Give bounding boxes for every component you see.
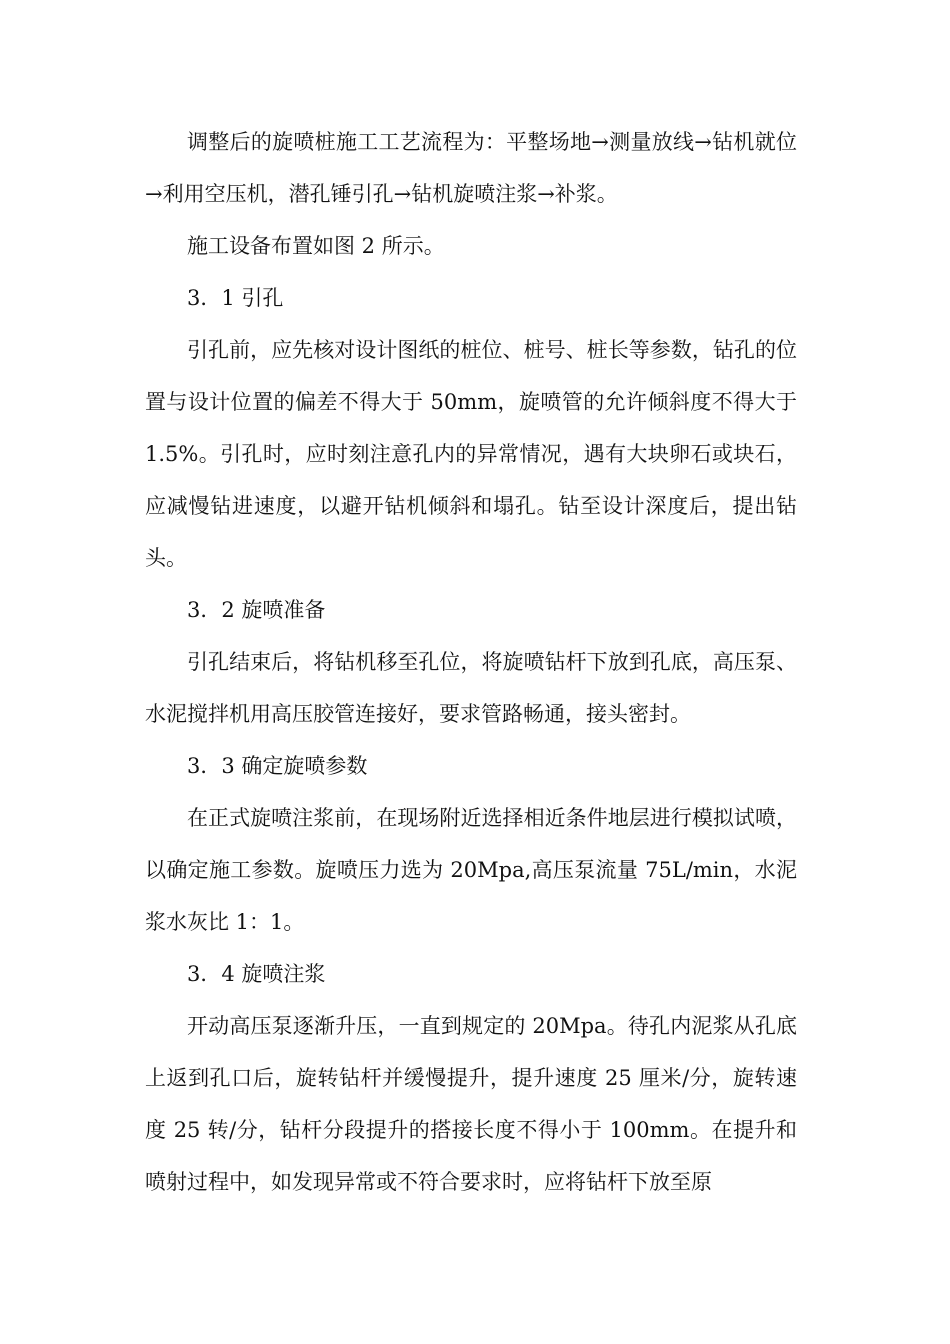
- section-heading-3-2: 3．2 旋喷准备: [187, 598, 326, 622]
- paragraph-jet-parameters: 在正式旋喷注浆前，在现场附近选择相近条件地层进行模拟试喷，以确定施工参数。旋喷压力选为 20Mpa,高压泵流量 75L/min，水泥浆水灰比 1：1。: [145, 806, 797, 934]
- document-body: [145, 116, 797, 1208]
- paragraph-jet-preparation: 引孔结束后，将钻机移至孔位，将旋喷钻杆下放到孔底，高压泵、水泥搅拌机用高压胶管连接好，要求管路畅通，接头密封。: [145, 650, 797, 726]
- paragraph-pilot-hole: 引孔前，应先核对设计图纸的桩位、桩号、桩长等参数，钻孔的位置与设计位置的偏差不得大于 50mm，旋喷管的允许倾斜度不得大于 1.5%。引孔时，应时刻注意孔内的异常情况，遇有大块卵石或块石，应减慢钻进速度，以避开钻机倾斜和塌孔。钻至设计深度后，提出钻头。: [145, 338, 797, 570]
- paragraph-process-flow: 调整后的旋喷桩施工工艺流程为：平整场地→测量放线→钻机就位→利用空压机，潜孔锤引孔→钻机旋喷注浆→补浆。: [145, 130, 797, 206]
- section-heading-3-3: 3．3 确定旋喷参数: [187, 754, 368, 778]
- paragraph-jet-grouting: 开动高压泵逐渐升压，一直到规定的 20Mpa。待孔内泥浆从孔底上返到孔口后，旋转钻杆并缓慢提升，提升速度 25 厘米/分，旋转速度 25 转/分，钻杆分段提升的搭接长度不得小于 100mm。在提升和喷射过程中，如发现异常或不符合要求时，应将钻杆下放至原: [145, 1014, 797, 1194]
- section-heading-3-1: 3．1 引孔: [187, 286, 284, 310]
- section-heading-3-4: 3．4 旋喷注浆: [187, 962, 326, 986]
- paragraph-equipment-layout: 施工设备布置如图 2 所示。: [187, 234, 445, 258]
